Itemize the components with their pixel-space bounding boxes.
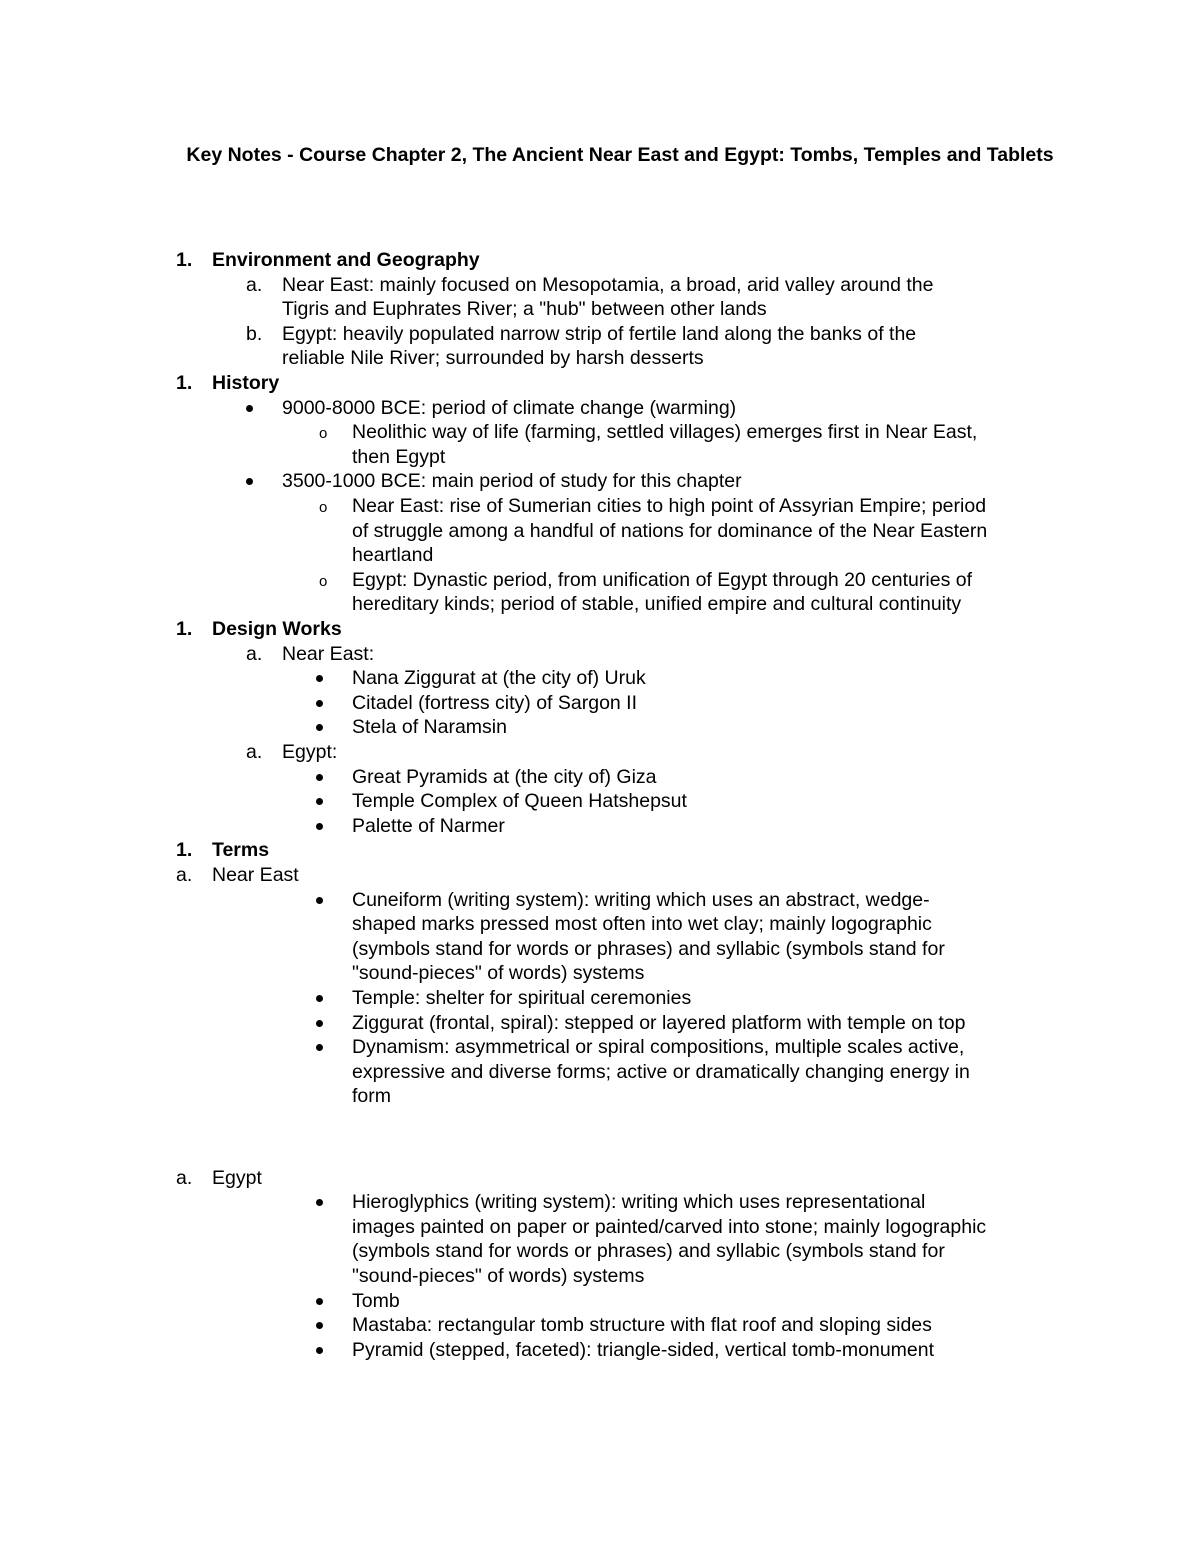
sub-item-text: of struggle among a handful of nations for dominance of the Near Eastern <box>352 519 988 542</box>
term-text: Pyramid (stepped, faceted): triangle-sided, vertical tomb-monument <box>352 1338 935 1361</box>
circle-bullet-icon: o <box>319 572 328 590</box>
section-heading: History <box>212 372 280 394</box>
term-text: Temple: shelter for spiritual ceremonies <box>352 987 692 1009</box>
term-text: shaped marks pressed most often into wet clay; mainly logographic <box>352 913 932 936</box>
group-label: Egypt: <box>282 741 338 763</box>
list-marker: a. <box>176 864 193 886</box>
term-text: Cuneiform (writing system): writing which uses an abstract, wedge- <box>352 888 930 911</box>
term-text: form <box>352 1085 391 1108</box>
section-number: 1. <box>176 249 193 271</box>
bullet-icon <box>316 995 323 1002</box>
term-text: "sound-pieces" of words) systems <box>352 962 645 985</box>
bullet-icon <box>246 405 253 412</box>
bullet-icon <box>316 1020 323 1027</box>
term-text: (symbols stand for words or phrases) and syllabic (symbols stand for <box>352 937 945 960</box>
list-marker: a. <box>246 741 263 763</box>
bullet-icon <box>316 798 323 805</box>
section-number: 1. <box>176 372 193 394</box>
list-marker: a. <box>246 642 263 665</box>
list-marker: b. <box>246 322 263 345</box>
section-number: 1. <box>176 839 193 862</box>
term-text: Hieroglyphics (writing system): writing which uses representational <box>352 1191 926 1214</box>
section-heading: Environment and Geography <box>212 249 480 271</box>
group-label: Near East: <box>282 642 375 665</box>
term-text: expressive and diverse forms; active or dramatically changing energy in <box>352 1060 970 1083</box>
work-item: Stela of Naramsin <box>352 716 507 739</box>
circle-bullet-icon: o <box>319 499 328 516</box>
list-item-text: Near East: mainly focused on Mesopotamia, a broad, arid valley around the <box>282 273 934 296</box>
work-item: Nana Ziggurat at (the city of) Uruk <box>352 667 646 690</box>
term-text: Mastaba: rectangular tomb structure with flat roof and sloping sides <box>352 1314 932 1337</box>
work-item: Palette of Narmer <box>352 814 505 837</box>
bullet-icon <box>316 897 323 904</box>
term-text: Dynamism: asymmetrical or spiral compositions, multiple scales active, <box>352 1036 965 1059</box>
work-item: Citadel (fortress city) of Sargon II <box>352 691 638 714</box>
group-label: Egypt <box>212 1166 262 1189</box>
bullet-icon <box>316 823 323 830</box>
sub-item-text: Neolithic way of life (farming, settled villages) emerges first in Near East, <box>352 421 978 444</box>
section-heading: Design Works <box>212 618 342 640</box>
bullet-icon <box>316 1044 323 1051</box>
bullet-icon <box>316 774 323 781</box>
term-text: Ziggurat (frontal, spiral): stepped or layered platform with temple on top <box>352 1011 966 1034</box>
sub-item-text: Egypt: Dynastic period, from unification of Egypt through 20 centuries of <box>352 568 973 591</box>
list-marker: a. <box>246 273 263 296</box>
circle-bullet-icon: o <box>319 425 328 443</box>
sub-item-text: hereditary kinds; period of stable, unified empire and cultural continuity <box>352 593 962 616</box>
sub-item-text: Near East: rise of Sumerian cities to high point of Assyrian Empire; period <box>352 495 987 517</box>
term-text: "sound-pieces" of words) systems <box>352 1264 645 1287</box>
bullet-icon <box>316 1199 323 1206</box>
sub-item-text: heartland <box>352 544 434 567</box>
term-text: images painted on paper or painted/carved into stone; mainly logographic <box>352 1215 987 1238</box>
work-item: Temple Complex of Queen Hatshepsut <box>352 790 687 813</box>
term-text: Tomb <box>352 1289 400 1312</box>
term-text: (symbols stand for words or phrases) and syllabic (symbols stand for <box>352 1240 945 1263</box>
section-heading: Terms <box>212 839 270 862</box>
sub-item-text: then Egypt <box>352 445 446 468</box>
section-number: 1. <box>176 618 193 640</box>
bullet-icon <box>246 478 253 485</box>
bullet-icon <box>316 1298 323 1305</box>
list-item-text: Tigris and Euphrates River; a "hub" between other lands <box>282 298 767 321</box>
bullet-icon <box>316 1322 323 1329</box>
list-marker: a. <box>176 1166 193 1189</box>
work-item: Great Pyramids at (the city of) Giza <box>352 765 657 788</box>
bullet-icon <box>316 675 323 682</box>
period-text: 3500-1000 BCE: main period of study for this chapter <box>282 470 742 493</box>
bullet-icon <box>316 700 323 707</box>
group-label: Near East <box>212 864 299 886</box>
period-text: 9000-8000 BCE: period of climate change (warming) <box>282 396 737 419</box>
document-title: Key Notes - Course Chapter 2, The Ancient Near East and Egypt: Tombs, Temples and Tablets <box>186 144 1054 166</box>
bullet-icon <box>316 1347 323 1354</box>
list-item-text: reliable Nile River; surrounded by harsh desserts <box>282 347 704 370</box>
list-item-text: Egypt: heavily populated narrow strip of fertile land along the banks of the <box>282 322 917 345</box>
bullet-icon <box>316 724 323 731</box>
